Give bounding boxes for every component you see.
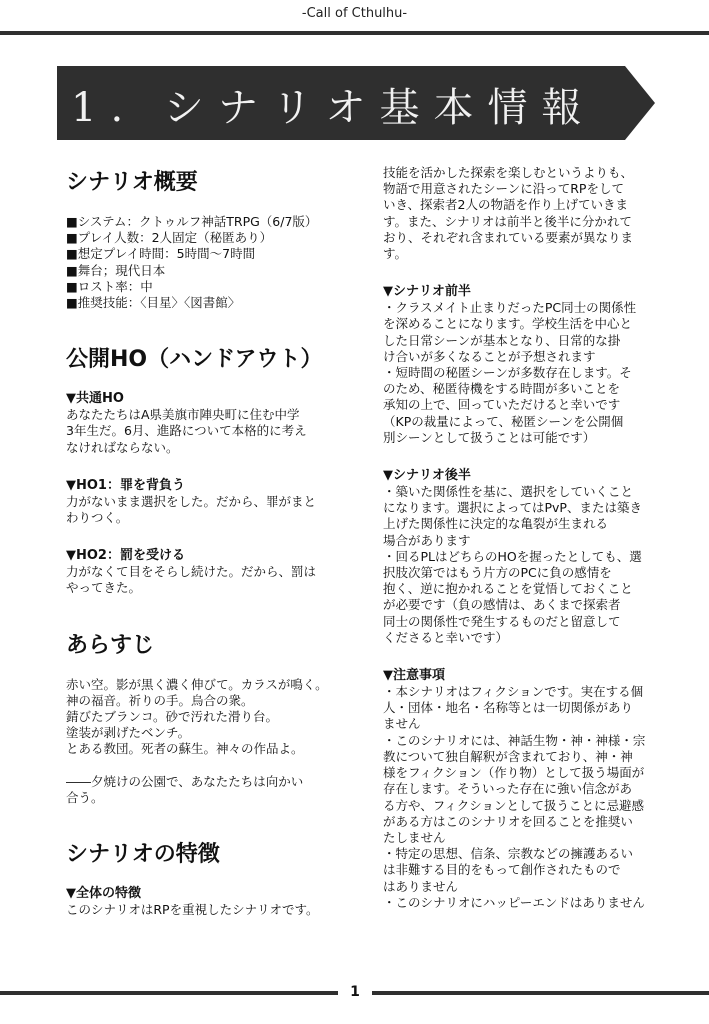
notes-title: ▼注意事項 <box>383 668 445 684</box>
intro-text: いき、探索者2人の物語を作り上げていきま <box>383 197 628 213</box>
notes-text: たしません <box>383 829 446 845</box>
first-half-text: ・クラスメイト止まりだったPC同士の関係性 <box>383 300 637 316</box>
notes-text: は非難する目的をもって創作されたもので <box>383 862 621 878</box>
second-half-text: になります。選択によってはPvP、または築き <box>383 500 642 516</box>
second-half-text: 同士の関係性で発生するものだと留意して <box>383 613 621 629</box>
intro-text: す。 <box>383 246 408 262</box>
notes-text: 存在します。そういった存在に強い信念があ <box>383 781 633 797</box>
second-half-text: くださると幸いです） <box>383 629 509 645</box>
right-column <box>383 165 645 911</box>
notes-text: る方や、フィクションとして扱うことに忌避感 <box>383 797 645 813</box>
notes-text: 人・団体・地名・名称等とは一切関係があり <box>383 700 634 716</box>
page-footer <box>0 980 709 1010</box>
footer-rule-left <box>0 991 338 995</box>
overview-heading: シナリオ概要 <box>66 170 198 195</box>
ho1-text: 力がないまま選択をした。だから、罪がまと <box>66 493 317 509</box>
first-half-text: を深めることになります。学校生活を中心と <box>383 316 633 332</box>
notes-text: ・このシナリオには、神話生物・神・神様・宗 <box>383 732 646 748</box>
notes-text: はありません <box>383 878 459 894</box>
notes-text: ません <box>383 716 421 732</box>
page-header <box>0 0 709 40</box>
left-column <box>66 168 338 918</box>
ho-common-text: なければならない。 <box>66 439 179 455</box>
intro-text: 技能を活かした探索を楽しむというよりも、 <box>383 165 634 180</box>
synopsis-line: とある教団。死者の蘇生。神々の作品よ。 <box>66 741 304 757</box>
notes-text: 様をフィクション（作り物）として扱う場面が <box>383 765 645 781</box>
header-title: -Call of Cthulhu- <box>301 6 408 21</box>
synopsis-closing: 合う。 <box>66 789 104 805</box>
first-half-text: ・短時間の秘匿シーンが多数存在します。そ <box>383 365 632 381</box>
section-banner <box>57 66 655 140</box>
overview-item: ■想定プレイ時間：5時間〜7時間 <box>66 246 256 262</box>
banner-title: 1. シナリオ基本情報 <box>71 85 596 131</box>
overview-item: ■舞台；現代日本 <box>66 262 166 278</box>
first-half-text: した日常シーンが基本となり、日常的な掛 <box>383 332 621 348</box>
page-number: 1 <box>350 984 360 1000</box>
ho1-title: ▼HO1：罪を背負う <box>66 477 185 493</box>
ho-common-text: あなたたちはA県美旗市陣央町に住む中学 <box>66 407 300 423</box>
synopsis-heading: あらすじ <box>66 632 155 658</box>
notes-text: がある方はこのシナリオを回ることを推奨い <box>383 813 633 829</box>
first-half-text: 承知の上で、回っていただけると幸いです <box>383 397 621 413</box>
intro-text: 物語で用意されたシーンに沿ってRPをして <box>383 181 624 197</box>
footer-rule-right <box>372 991 709 995</box>
synopsis-line: 塗装が剥げたベンチ。 <box>66 725 191 741</box>
second-half-text: 択肢次第ではもう片方のPCに負の感情を <box>383 565 612 581</box>
overview-item: ■ロスト率：中 <box>66 278 153 294</box>
first-half-text: （KPの裁量によって、秘匿シーンを公開個 <box>383 413 624 429</box>
features-heading: シナリオの特徴 <box>66 842 220 868</box>
first-half-text: 別シーンとして扱うことは可能です） <box>383 429 596 445</box>
overview-item: ■推奨技能：〈目星〉〈図書館〉 <box>66 295 241 311</box>
overview-list <box>66 214 338 311</box>
synopsis-closing: ――夕焼けの公園で、あなたたちは向かい <box>66 773 304 789</box>
second-half-text: ・築いた関係性を基に、選択をしていくこと <box>383 484 634 500</box>
synopsis-line: 神の福音。祈りの手。烏合の衆。 <box>66 692 254 708</box>
first-half-text: け合いが多くなることが予想されます <box>383 348 596 364</box>
second-half-text: 抱く、逆に抱かれることを覚悟しておくこと <box>383 581 633 597</box>
notes-text: ・本シナリオはフィクションです。実在する個 <box>383 684 644 700</box>
second-half-text: ・回るPLはどちらのHOを握ったとしても、選 <box>383 548 642 564</box>
notes-text: ・このシナリオにハッピーエンドはありません <box>383 894 645 910</box>
ho2-text: やってきた。 <box>66 580 142 596</box>
second-half-text: 上げた関係性に決定的な亀裂が生まれる <box>383 516 609 532</box>
ho-common-text: 3年生だ。6月、進路について本格的に考え <box>66 423 307 439</box>
first-half-text: のため、秘匿待機をする時間が多いことを <box>383 381 621 397</box>
ho2-text: 力がなくて目をそらし続けた。だから、罰は <box>66 564 317 580</box>
synopsis-line: 赤い空。影が黒く濃く伸びて。カラスが鳴く。 <box>66 676 328 692</box>
notes-text: 教について独自解釈が含まれており、神・神 <box>383 748 633 764</box>
ho2-title: ▼HO2：罰を受ける <box>66 548 185 564</box>
header-rule <box>0 31 709 35</box>
ho1-text: わりつく。 <box>66 510 129 526</box>
notes-text: ・特定の思想、信条、宗教などの擁護あるい <box>383 846 634 862</box>
overview-item: ■システム：クトゥルフ神話TRPG（6/7版） <box>66 214 318 229</box>
ho-common-title: ▼共通HO <box>66 391 124 407</box>
features-overall-text: このシナリオはRPを重視したシナリオです。 <box>66 902 319 918</box>
second-half-title: ▼シナリオ後半 <box>383 468 471 484</box>
second-half-text: が必要です（負の感情は、あくまで探索者 <box>383 597 621 613</box>
second-half-text: 場合があります <box>383 532 471 548</box>
synopsis-line: 錆びたブランコ。砂で汚れた滑り台。 <box>66 709 279 725</box>
features-overall-title: ▼全体の特徴 <box>66 886 141 902</box>
handout-heading: 公開HO（ハンドアウト） <box>66 347 323 373</box>
intro-text: おり、それぞれ含まれている要素が異なりま <box>383 229 634 245</box>
overview-item: ■プレイ人数：2人固定（秘匿あり） <box>66 230 273 246</box>
intro-text: す。また、シナリオは前半と後半に分かれて <box>383 213 632 229</box>
first-half-title: ▼シナリオ前半 <box>383 284 471 300</box>
